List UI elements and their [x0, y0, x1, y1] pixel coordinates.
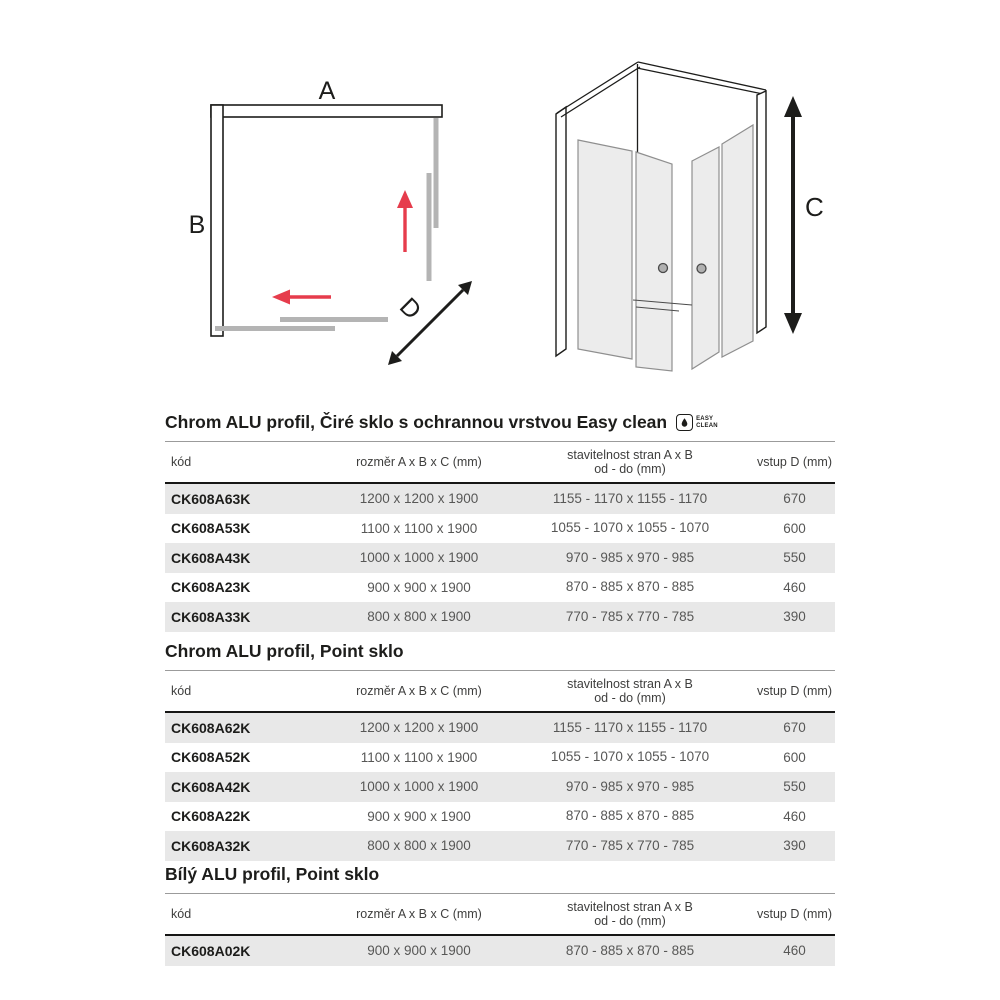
table-row	[165, 713, 835, 743]
dimension-label-b: B	[188, 211, 206, 239]
glass-panel	[578, 140, 632, 359]
cell-rozmer: 1200 x 1200 x 1900	[359, 720, 479, 736]
glass-panel	[692, 147, 719, 369]
table-row	[165, 936, 835, 966]
cell-stavitelnost: 1055 - 1070 x 1055 - 1070	[550, 520, 710, 536]
table-header-row	[165, 442, 835, 484]
cell-rozmer: 800 x 800 x 1900	[367, 838, 471, 854]
glass-panel	[427, 173, 432, 281]
table-row	[165, 743, 835, 773]
cell-vstup: 550	[783, 779, 806, 795]
cell-stavitelnost: 770 - 785 x 770 - 785	[565, 608, 695, 624]
cell-rozmer: 1000 x 1000 x 1900	[359, 550, 479, 566]
table-header-row	[165, 894, 835, 936]
table-row	[165, 573, 835, 603]
cell-stavitelnost: 870 - 885 x 870 - 885	[565, 942, 695, 958]
slide-direction-arrow-up	[397, 190, 413, 252]
wall-strip-right	[757, 91, 766, 333]
dimension-label-a: A	[318, 77, 336, 105]
entry-diagonal-arrow	[388, 281, 472, 365]
table-row	[165, 514, 835, 544]
dimension-label-c: C	[805, 192, 824, 222]
section-chrom-point-sklo	[165, 641, 835, 861]
door-handle-right	[697, 264, 706, 273]
cell-rozmer: 1100 x 1100 x 1900	[360, 749, 478, 765]
cell-stavitelnost: 870 - 885 x 870 - 885	[565, 808, 695, 824]
glass-panel	[280, 317, 388, 322]
cell-rozmer: 1100 x 1100 x 1900	[360, 520, 478, 536]
section-title-text: Chrom ALU profil, Point sklo	[165, 641, 404, 661]
cell-vstup: 390	[783, 838, 806, 854]
col-header-stavitelnost: stavitelnost stran A x B od - do (mm)	[567, 448, 693, 476]
cell-kod: CK608A32K	[171, 837, 251, 854]
cell-kod: CK608A63K	[171, 490, 251, 507]
col-header-stavitelnost: stavitelnost stran A x B od - do (mm)	[567, 900, 693, 928]
cell-rozmer: 1200 x 1200 x 1900	[359, 491, 479, 507]
cell-vstup: 390	[783, 609, 806, 625]
glass-panel	[434, 118, 439, 228]
cell-stavitelnost: 970 - 985 x 970 - 985	[565, 549, 695, 565]
easy-clean-badge	[676, 414, 718, 431]
cell-stavitelnost: 1155 - 1170 x 1155 - 1170	[552, 719, 708, 735]
glass-panel	[636, 152, 672, 371]
table-row	[165, 602, 835, 632]
cell-kod: CK608A02K	[171, 942, 251, 959]
glass-panel	[215, 326, 335, 331]
table-row	[165, 772, 835, 802]
technical-diagrams	[0, 0, 1000, 410]
cell-stavitelnost: 770 - 785 x 770 - 785	[565, 837, 695, 853]
cell-kod: CK608A22K	[171, 808, 251, 825]
col-header-rozmer: rozměr A x B x C (mm)	[356, 455, 482, 469]
door-handle-left	[659, 264, 668, 273]
cell-rozmer: 800 x 800 x 1900	[367, 609, 471, 625]
table-row	[165, 543, 835, 573]
wall-profile-b	[211, 105, 223, 336]
table-row	[165, 831, 835, 861]
cell-vstup: 600	[783, 749, 806, 765]
section-bily-point-sklo	[165, 864, 835, 966]
cell-vstup: 670	[783, 720, 806, 736]
perspective-view-diagram	[556, 62, 824, 371]
section-title	[165, 864, 835, 894]
cell-stavitelnost: 1055 - 1070 x 1055 - 1070	[550, 749, 710, 765]
col-header-rozmer: rozměr A x B x C (mm)	[356, 684, 482, 698]
section-title-text: Bílý ALU profil, Point sklo	[165, 864, 380, 884]
cell-stavitelnost: 1155 - 1170 x 1155 - 1170	[552, 490, 708, 506]
table-row	[165, 802, 835, 832]
easy-clean-label: EASY CLEAN	[696, 416, 718, 429]
cell-vstup: 600	[783, 520, 806, 536]
easy-clean-droplet-icon	[676, 414, 693, 431]
plan-view-diagram	[189, 77, 472, 365]
cell-kod: CK608A43K	[171, 549, 251, 566]
cell-vstup: 550	[783, 550, 806, 566]
slide-direction-arrow-left	[272, 290, 331, 305]
section-title-text: Chrom ALU profil, Čiré sklo s ochrannou vrstvou Easy clean	[165, 412, 668, 432]
cell-stavitelnost: 870 - 885 x 870 - 885	[565, 579, 695, 595]
table-row	[165, 484, 835, 514]
glass-door-panels-3d	[578, 125, 753, 371]
col-header-vstup: vstup D (mm)	[757, 455, 832, 469]
cell-kod: CK608A42K	[171, 778, 251, 795]
glass-panel	[722, 125, 753, 357]
cell-rozmer: 1000 x 1000 x 1900	[359, 779, 479, 795]
cell-vstup: 670	[783, 491, 806, 507]
section-title	[165, 412, 835, 442]
cell-vstup: 460	[783, 808, 806, 824]
dimension-label-d: D	[394, 292, 427, 325]
col-header-kod: kód	[171, 455, 192, 469]
table-header-row	[165, 671, 835, 713]
col-header-kod: kód	[171, 684, 192, 698]
cell-rozmer: 900 x 900 x 1900	[367, 808, 471, 824]
cell-vstup: 460	[783, 943, 806, 959]
cell-kod: CK608A33K	[171, 608, 251, 625]
cell-kod: CK608A52K	[171, 749, 251, 766]
cell-rozmer: 900 x 900 x 1900	[367, 943, 471, 959]
col-header-vstup: vstup D (mm)	[757, 684, 832, 698]
col-header-stavitelnost: stavitelnost stran A x B od - do (mm)	[567, 677, 693, 705]
col-header-vstup: vstup D (mm)	[757, 907, 832, 921]
cell-rozmer: 900 x 900 x 1900	[367, 579, 471, 595]
section-chrom-cire-sklo	[165, 412, 835, 632]
cell-kod: CK608A62K	[171, 719, 251, 736]
cell-vstup: 460	[783, 579, 806, 595]
section-title	[165, 641, 835, 671]
col-header-kod: kód	[171, 907, 192, 921]
cell-kod: CK608A23K	[171, 579, 251, 596]
wall-profile-a	[211, 105, 442, 117]
cell-stavitelnost: 970 - 985 x 970 - 985	[565, 778, 695, 794]
cell-kod: CK608A53K	[171, 520, 251, 537]
height-dimension-arrow	[784, 96, 802, 334]
wall-strip-left	[556, 107, 566, 356]
col-header-rozmer: rozměr A x B x C (mm)	[356, 907, 482, 921]
